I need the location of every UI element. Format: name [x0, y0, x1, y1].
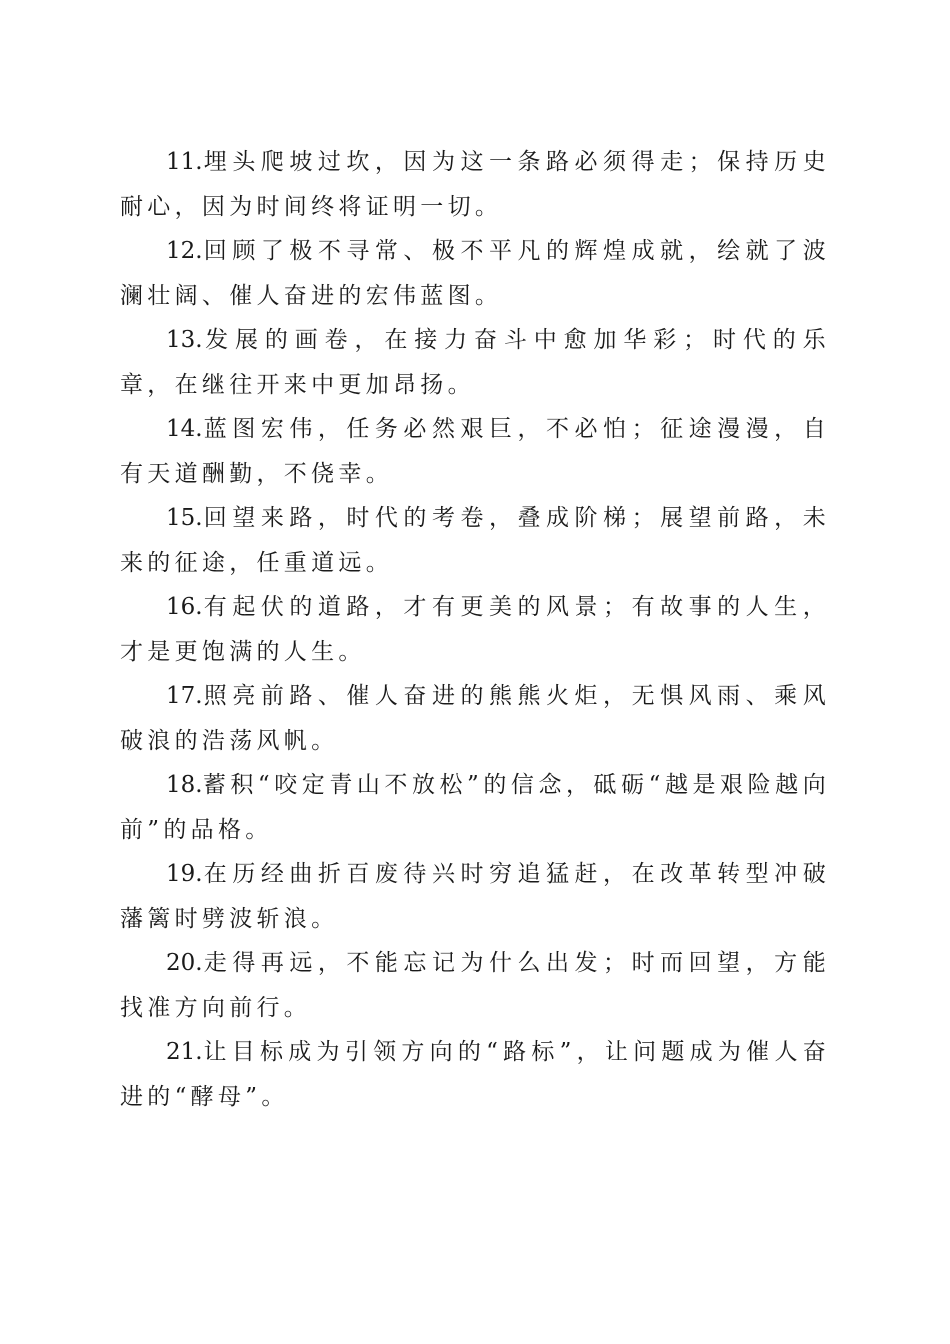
- item-text: 埋头爬坡过坎，因为这一条路必须得走；保持历史耐心，因为时间终将证明一切。: [120, 149, 830, 220]
- item-number: 16.: [166, 594, 203, 620]
- list-item: [120, 1030, 830, 1119]
- item-number: 12.: [166, 238, 203, 264]
- list-item: [120, 674, 830, 763]
- item-text: 有起伏的道路，才有更美的风景；有故事的人生，才是更饱满的人生。: [120, 594, 830, 665]
- item-text: 发展的画卷，在接力奋斗中愈加华彩；时代的乐章，在继往开来中更加昂扬。: [120, 327, 830, 398]
- item-text: 照亮前路、催人奋进的熊熊火炬，无惧风雨、乘风破浪的浩荡风帆。: [120, 683, 830, 754]
- item-number: 14.: [166, 416, 203, 442]
- item-number: 21.: [166, 1039, 203, 1065]
- item-number: 20.: [166, 950, 203, 976]
- item-text: 让目标成为引领方向的“路标”，让问题成为催人奋进的“酵母”。: [120, 1039, 830, 1110]
- list-item: [120, 852, 830, 941]
- item-number: 13.: [166, 327, 203, 353]
- quote-list: [120, 140, 830, 1119]
- item-text: 回望来路，时代的考卷，叠成阶梯；展望前路，未来的征途，任重道远。: [120, 505, 830, 576]
- item-text: 蓝图宏伟，任务必然艰巨，不必怕；征途漫漫，自有天道酬勤，不侥幸。: [120, 416, 830, 487]
- list-item: [120, 407, 830, 496]
- item-number: 19.: [166, 861, 203, 887]
- list-item: [120, 585, 830, 674]
- item-number: 11.: [166, 149, 203, 175]
- list-item: [120, 763, 830, 852]
- item-number: 15.: [166, 505, 203, 531]
- list-item: [120, 496, 830, 585]
- item-number: 17.: [166, 683, 203, 709]
- list-item: [120, 140, 830, 229]
- item-text: 蓄积“咬定青山不放松”的信念，砥砺“越是艰险越向前”的品格。: [120, 772, 830, 843]
- list-item: [120, 941, 830, 1030]
- list-item: [120, 229, 830, 318]
- list-item: [120, 318, 830, 407]
- item-text: 回顾了极不寻常、极不平凡的辉煌成就，绘就了波澜壮阔、催人奋进的宏伟蓝图。: [120, 238, 830, 309]
- item-number: 18.: [166, 772, 203, 798]
- item-text: 在历经曲折百废待兴时穷追猛赶，在改革转型冲破藩篱时劈波斩浪。: [120, 861, 830, 932]
- item-text: 走得再远，不能忘记为什么出发；时而回望，方能找准方向前行。: [120, 950, 830, 1021]
